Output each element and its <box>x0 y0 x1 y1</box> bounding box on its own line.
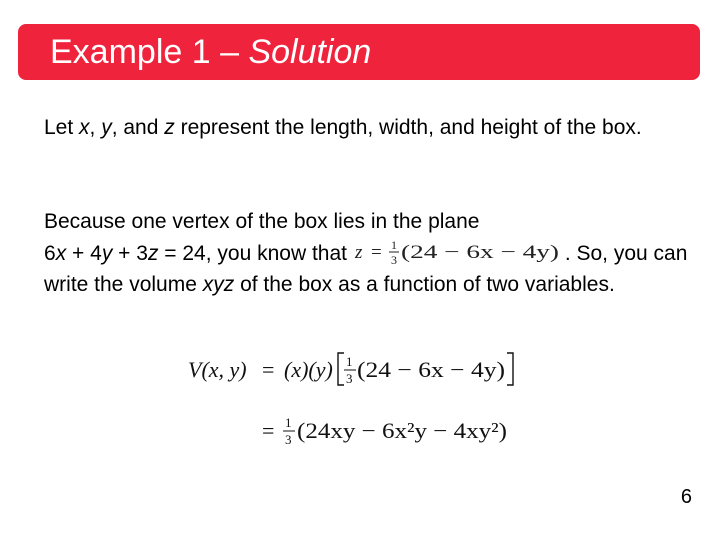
p1-var-y: y <box>101 116 112 139</box>
eq1-frac-den: 3 <box>346 371 353 386</box>
p2-line1: Because one vertex of the box lies in the plane <box>44 210 480 233</box>
slide-title-italic: Solution <box>248 33 372 71</box>
p1-text: , <box>89 116 102 139</box>
p2-var: z <box>147 242 159 265</box>
eq1-right-bracket <box>507 353 513 385</box>
eq1-body: (24 − 6x − 4y) <box>357 357 505 382</box>
inline-equation-z <box>353 237 565 267</box>
eq1-left-bracket <box>338 353 344 385</box>
paragraph-2 <box>44 206 694 300</box>
p2-var-xyz: xyz <box>202 273 235 296</box>
p2-text: . So, you can write the volume <box>44 242 688 296</box>
p2-text: + 3 <box>112 242 148 265</box>
eq2-frac-den: 3 <box>285 432 292 447</box>
p1-text: represent the length, width, and height of the box. <box>174 116 642 139</box>
p1-var-x: x <box>79 116 90 139</box>
eq-z-lhs: z <box>354 242 363 263</box>
eq1-lhs: V(x, y) <box>188 357 247 382</box>
eq2-frac-num: 1 <box>285 415 292 430</box>
paragraph-1 <box>44 112 694 143</box>
p1-text: Let <box>44 116 80 139</box>
slide-title-main: Example 1 – <box>50 33 249 71</box>
p2-text: + 4 <box>66 242 102 265</box>
p2-text: of the box as a function of two variables. <box>234 273 615 296</box>
eq1-equals: = <box>262 357 275 382</box>
p1-text: , and <box>111 116 165 139</box>
title-bar <box>18 24 700 80</box>
eq-z-equals: = <box>370 242 382 263</box>
eq1-factors: (x)(y) <box>284 357 333 382</box>
p2-var: y <box>101 242 113 265</box>
p2-text: = 24, you know that <box>158 242 353 265</box>
volume-equations <box>186 345 526 455</box>
eq-z-frac-num: 1 <box>390 238 397 252</box>
page-number: 6 <box>680 486 692 508</box>
p2-text: 6 <box>44 242 56 265</box>
eq2-body: (24xy − 6x²y − 4xy²) <box>297 418 507 443</box>
p2-var: x <box>55 242 67 265</box>
eq2-equals: = <box>262 418 275 443</box>
eq-z-body: (24 − 6x − 4y) <box>400 242 559 263</box>
eq1-frac-num: 1 <box>346 354 353 369</box>
slide-title <box>50 35 371 69</box>
p1-var-z: z <box>164 116 175 139</box>
eq-z-frac-den: 3 <box>390 253 397 267</box>
